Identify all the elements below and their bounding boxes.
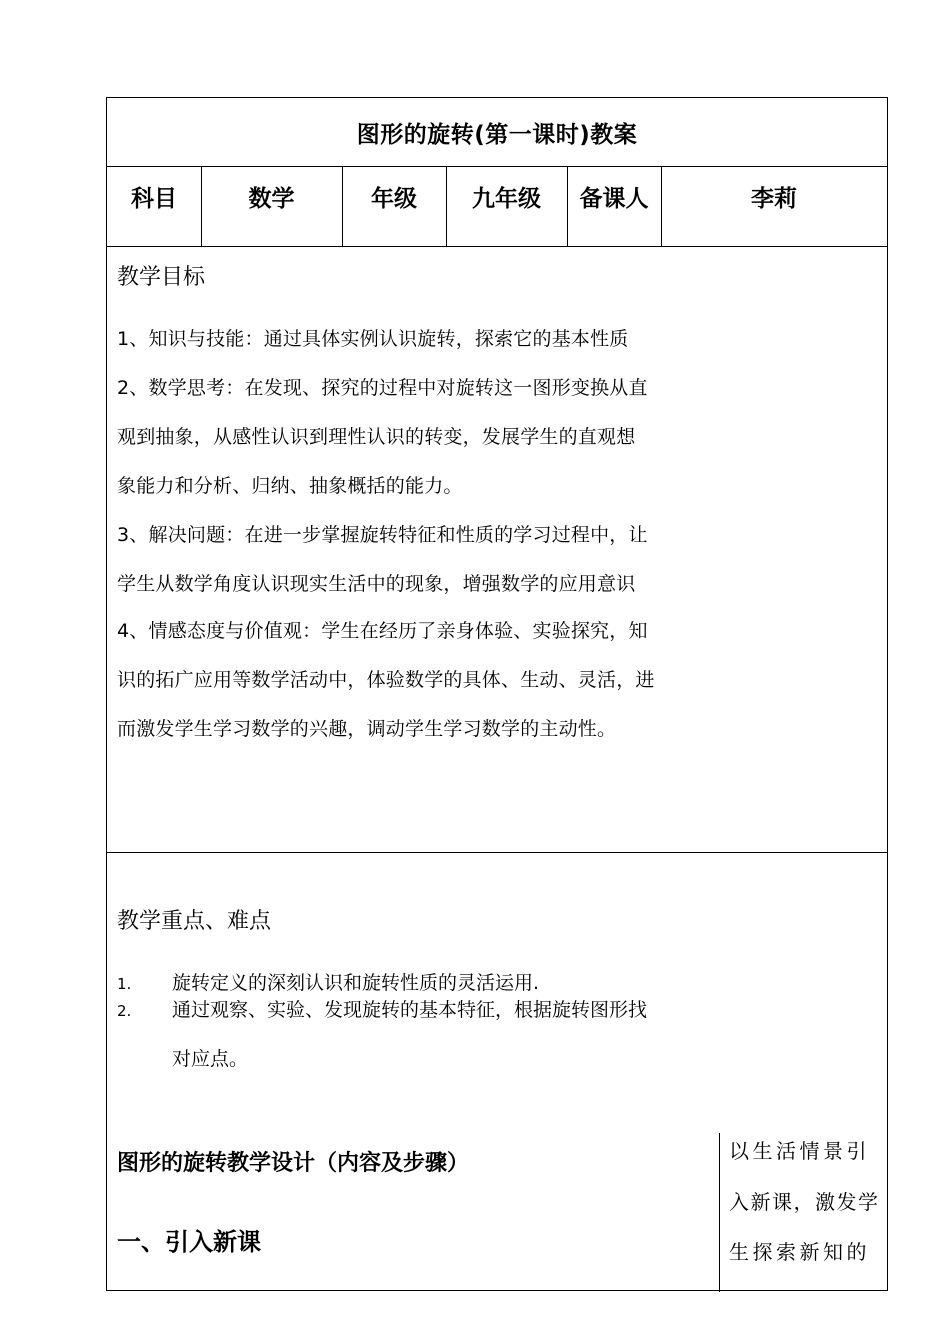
key-point-number: 2. bbox=[117, 1002, 132, 1020]
objective-line: 2、数学思考：在发现、探究的过程中对旋转这一图形变换从直 bbox=[117, 377, 648, 399]
key-point-item bbox=[117, 995, 647, 1022]
objective-line: 识的拓广应用等数学活动中，体验数学的具体、生动、灵活，进 bbox=[117, 669, 655, 691]
divider bbox=[107, 246, 887, 247]
objectives-heading: 教学目标 bbox=[117, 265, 206, 290]
key-point-number: 1. bbox=[117, 975, 132, 993]
objective-line: 而激发学生学习数学的兴趣，调动学生学习数学的主动性。 bbox=[117, 718, 617, 740]
grade-value: 九年级 bbox=[472, 186, 541, 212]
teacher-label: 备课人 bbox=[579, 186, 649, 212]
key-point-text: 旋转定义的深刻认识和旋转性质的灵活运用. bbox=[172, 972, 540, 994]
teacher-value: 李莉 bbox=[751, 186, 797, 212]
divider bbox=[107, 852, 887, 853]
key-points-heading: 教学重点、难点 bbox=[117, 909, 272, 934]
objective-line: 学生从数学角度认识现实生活中的现象，增强数学的应用意识 bbox=[117, 573, 636, 595]
side-note-line: 以生活情景引 bbox=[729, 1139, 870, 1163]
objective-line: 象能力和分析、归纳、抽象概括的能力。 bbox=[117, 475, 463, 497]
subject-value: 数学 bbox=[248, 186, 295, 212]
objective-line: 观到抽象，从感性认识到理性认识的转变，发展学生的直观想 bbox=[117, 426, 636, 448]
objective-line: 4、情感态度与价值观：学生在经历了亲身体验、实验探究，知 bbox=[117, 620, 648, 642]
objective-line: 3、解决问题：在进一步掌握旋转特征和性质的学习过程中，让 bbox=[117, 524, 648, 546]
key-point-item bbox=[117, 968, 539, 995]
document-title: 图形的旋转(第一课时)教案 bbox=[356, 121, 638, 148]
grade-label: 年级 bbox=[371, 186, 417, 212]
divider bbox=[719, 1133, 720, 1292]
key-point-text: 对应点。 bbox=[172, 1048, 249, 1070]
step-one-heading: 一、引入新课 bbox=[117, 1228, 261, 1256]
lesson-plan-table bbox=[106, 97, 888, 1291]
key-point-item bbox=[117, 1044, 248, 1071]
key-point-text: 通过观察、实验、发现旋转的基本特征，根据旋转图形找 bbox=[172, 999, 648, 1021]
subject-label: 科目 bbox=[131, 186, 177, 212]
design-heading: 图形的旋转教学设计（内容及步骤） bbox=[117, 1151, 470, 1176]
objective-line: 1、知识与技能：通过具体实例认识旋转，探索它的基本性质 bbox=[117, 328, 629, 350]
side-note-line: 生探索新知的 bbox=[729, 1240, 870, 1264]
side-note-line: 入新课，激发学 bbox=[729, 1190, 880, 1214]
